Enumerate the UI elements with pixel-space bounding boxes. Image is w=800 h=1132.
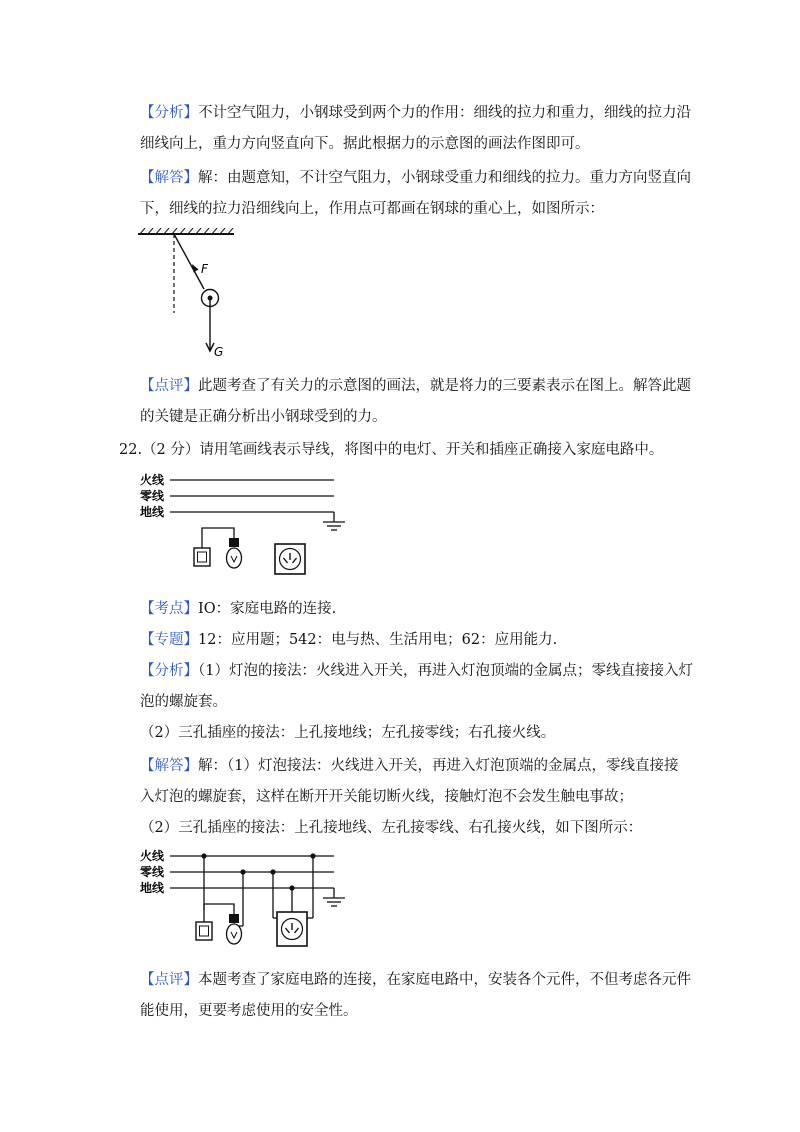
q22-analysis-line2: 泡的螺旋套。 (140, 694, 227, 710)
label-live-wire: 火线 (140, 849, 165, 863)
q21-comment-line2: 的关键是正确分析出小钢球受到的力。 (140, 409, 387, 425)
kaodian-tag: 【考点】 (140, 601, 198, 617)
zhuanti-tag: 【专题】 (140, 632, 198, 648)
q22-kaodian: 【考点】IO：家庭电路的连接. (140, 601, 337, 617)
q22-answer-line2: 入灯泡的螺旋套，这样在断开开关能切断火线，接触灯泡不会发生触电事故； (140, 789, 633, 805)
q22-analysis-line1: 【分析】（1）灯泡的接法：火线进入开关，再进入灯泡顶端的金属点；零线直接接入灯 (140, 663, 693, 679)
three-hole-socket (275, 544, 305, 574)
tension-arrowhead (192, 264, 199, 273)
q22-comment-line2: 能使用，更要考虑使用的安全性。 (140, 1003, 358, 1019)
q22-answer-line3: （2）三孔插座的接法：上孔接地线、左孔接零线、右孔接火线，如下图所示： (140, 820, 643, 836)
force-label-f: F (201, 262, 208, 276)
q21-comment-line1: 【点评】此题考查了有关力的示意图的画法，就是将力的三要素表示在图上。解答此题 (140, 378, 691, 394)
light-bulb (227, 914, 244, 944)
q22-answer-line1: 【解答】解：（1）灯泡接法：火线进入开关，再进入灯泡顶端的金属点，零线直接接 (140, 758, 679, 774)
analysis-tag: 【分析】 (140, 105, 198, 121)
answer-tag: 【解答】 (140, 170, 198, 186)
label-neutral-wire: 零线 (140, 489, 165, 503)
force-label-g: G (214, 345, 224, 359)
household-circuit-unconnected (138, 472, 353, 584)
comment-tag: 【点评】 (140, 378, 198, 394)
earth-symbol (323, 888, 345, 906)
q21-answer-line2: 下，细线的拉力沿细线向上，作用点可都画在钢球的重心上，如图所示： (140, 201, 604, 217)
switch (194, 548, 210, 566)
three-hole-socket (277, 912, 307, 946)
q22-zhuanti: 【专题】12：应用题；542：电与热、生活用电；62：应用能力. (140, 632, 558, 648)
string-line (174, 234, 204, 289)
q21-analysis-line2: 细线向上，重力方向竖直向下。据此根据力的示意图的画法作图即可。 (140, 136, 590, 152)
pendulum-force-diagram (138, 228, 248, 363)
light-bulb (227, 538, 242, 568)
household-circuit-connected (138, 846, 353, 956)
answer-tag: 【解答】 (140, 758, 198, 774)
label-live-wire: 火线 (140, 473, 165, 487)
q22-stem: 22.（2 分）请用笔画线表示导线，将图中的电灯、开关和插座正确接入家庭电路中。 (119, 442, 664, 458)
analysis-tag: 【分析】 (140, 663, 198, 679)
switch (196, 922, 212, 940)
label-ground-wire: 地线 (140, 505, 165, 519)
q21-analysis-line1: 【分析】不计空气阻力，小钢球受到两个力的作用：细线的拉力和重力，细线的拉力沿 (140, 105, 691, 121)
label-ground-wire: 地线 (140, 881, 165, 895)
earth-symbol (323, 512, 345, 530)
q21-answer-line1: 【解答】解：由题意知，不计空气阻力，小钢球受重力和细线的拉力。重力方向竖直向 (140, 170, 691, 186)
q22-comment-line1: 【点评】本题考查了家庭电路的连接，在家庭电路中，安装各个元件，不但考虑各元件 (140, 972, 691, 988)
q22-analysis-line3: （2）三孔插座的接法：上孔接地线；左孔接零线；右孔接火线。 (140, 725, 556, 741)
label-neutral-wire: 零线 (140, 865, 165, 879)
comment-tag: 【点评】 (140, 972, 198, 988)
